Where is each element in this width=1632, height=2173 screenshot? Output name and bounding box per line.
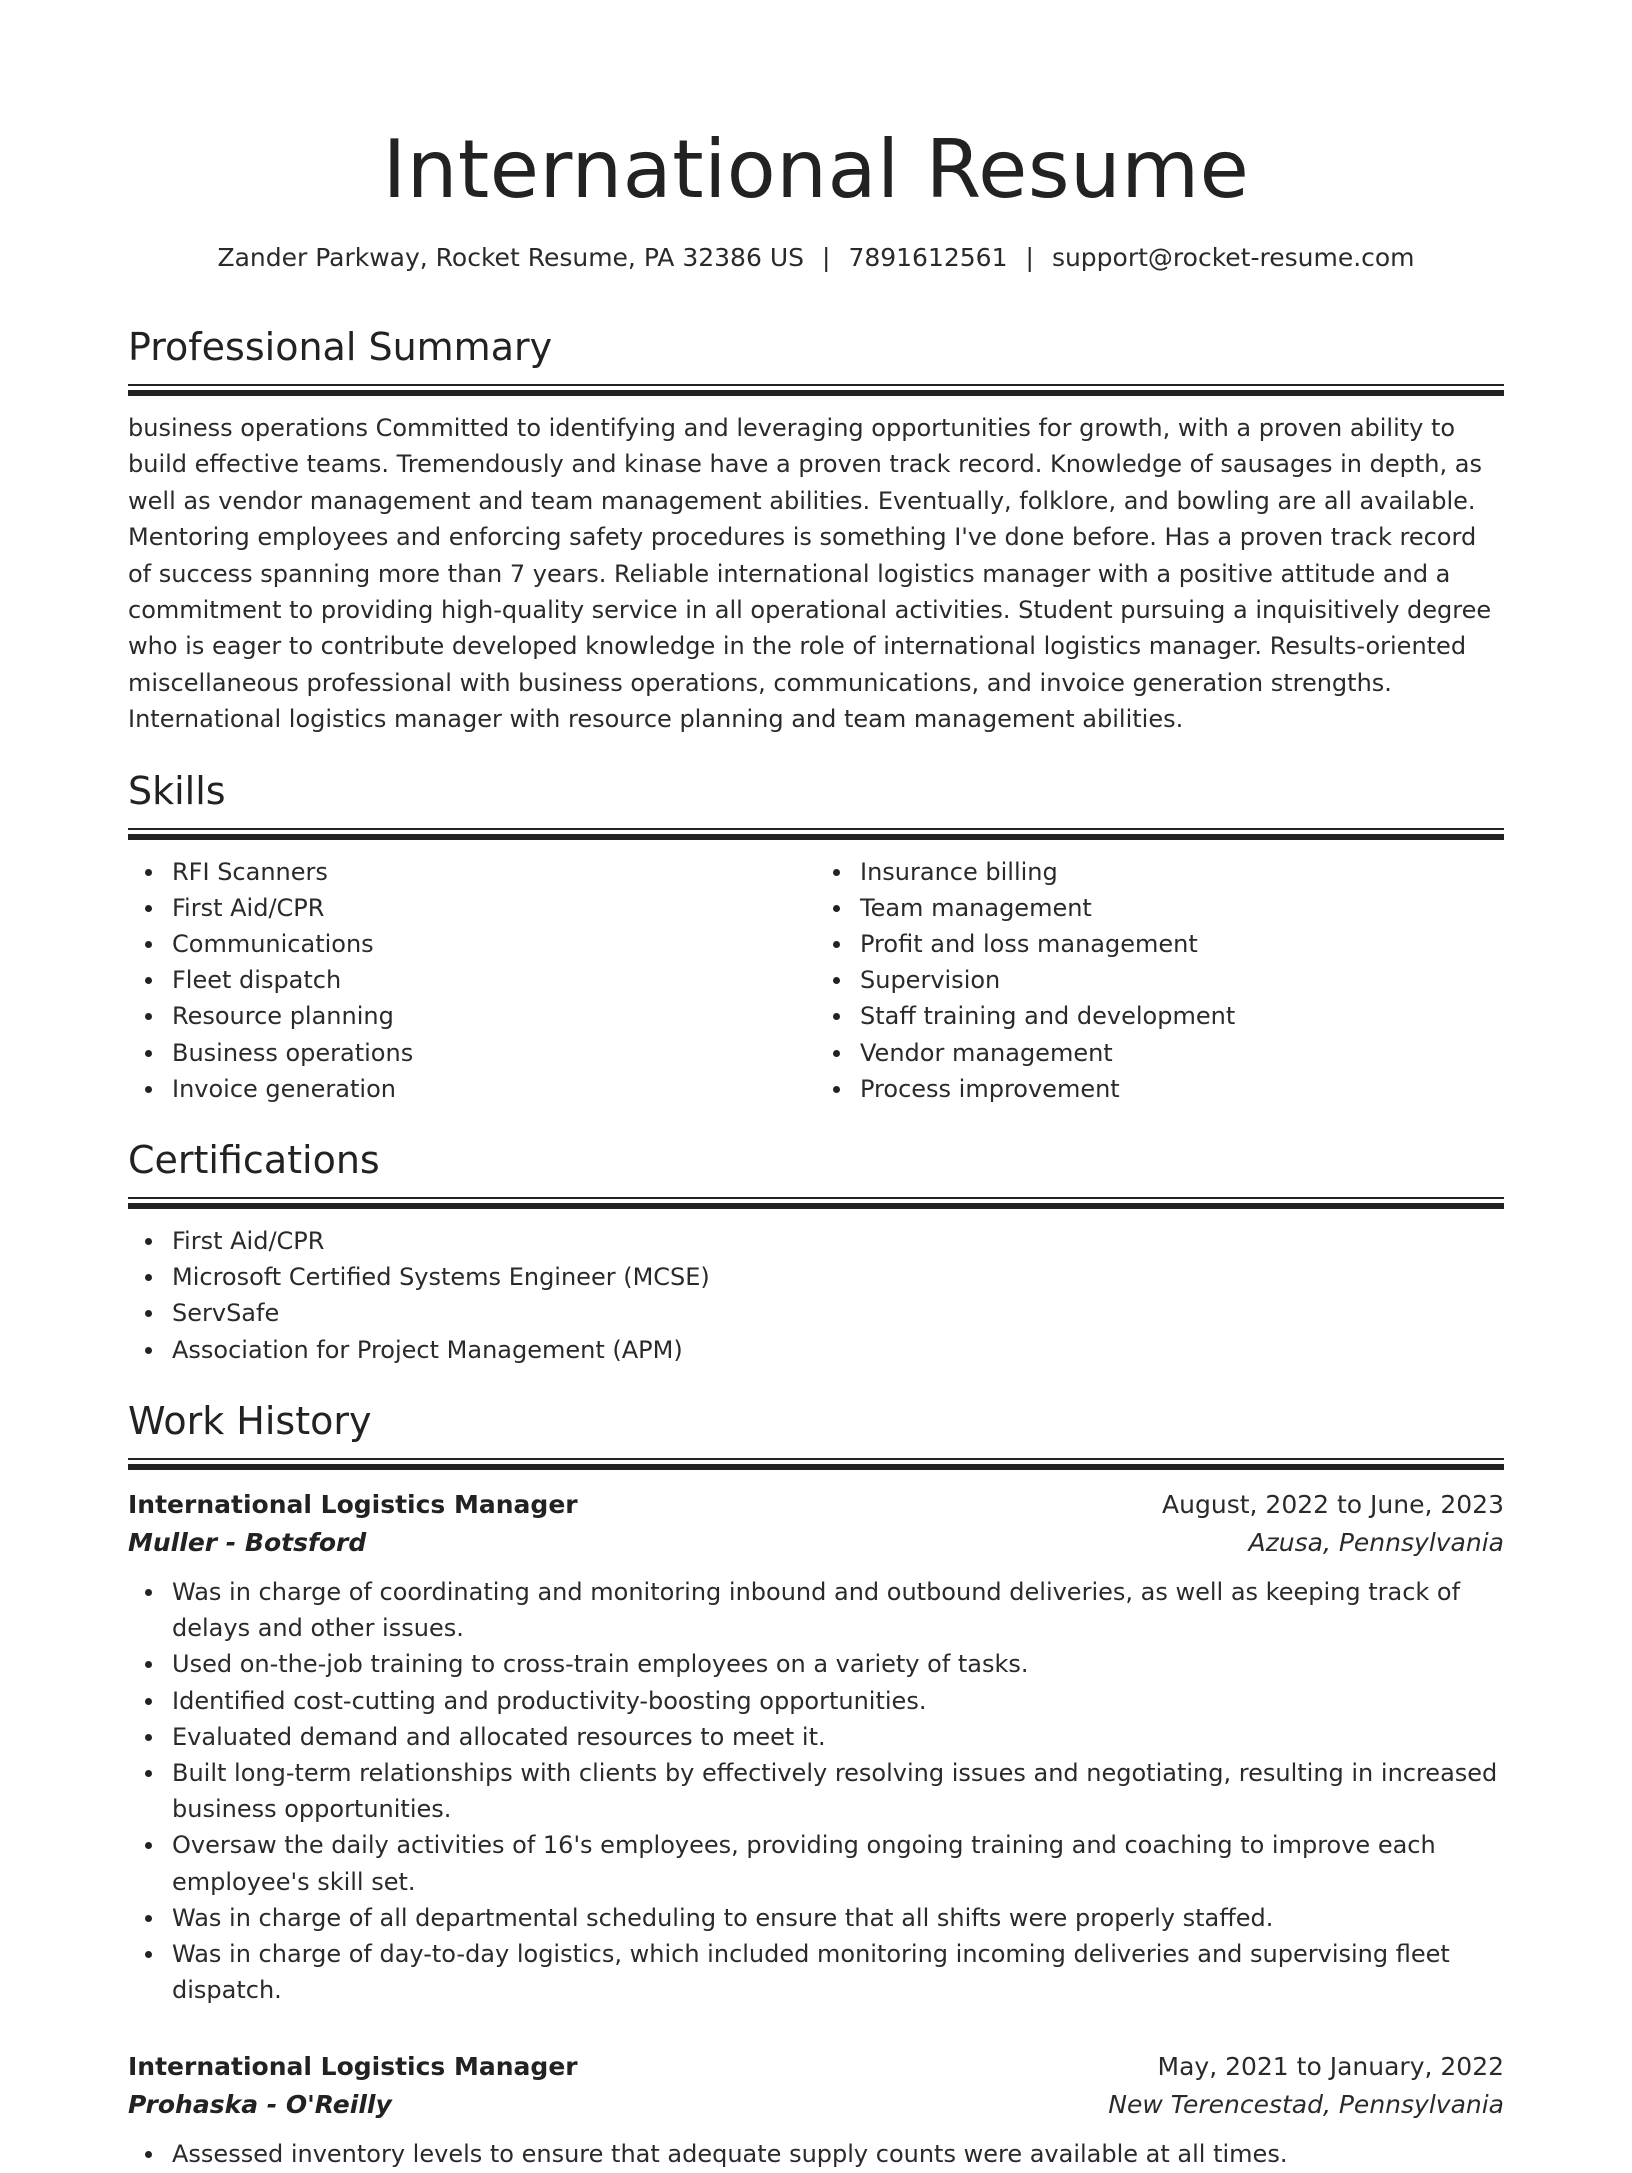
job-header-row (128, 2048, 1504, 2086)
job-duty-item: Evaluated demand and allocated resources to meet it. (172, 1719, 1504, 1755)
section-title-summary: Professional Summary (128, 325, 553, 369)
job-entry (128, 1486, 1504, 2008)
certifications-section (128, 1135, 1504, 1368)
skills-list-right (816, 854, 1504, 1107)
contact-phone: 7891612561 (848, 243, 1008, 272)
skill-item: Invoice generation (172, 1071, 816, 1107)
contact-separator: | (822, 243, 831, 272)
job-title: International Logistics Manager (128, 1489, 578, 1519)
contact-separator: | (1025, 243, 1034, 272)
skill-item: Fleet dispatch (172, 962, 816, 998)
job-company-row (128, 2086, 1504, 2124)
skill-item: Process improvement (860, 1071, 1504, 1107)
job-duty-item: Identified cost-cutting and productivity-boosting opportunities. (172, 1683, 1504, 1719)
skill-item: Profit and loss management (860, 926, 1504, 962)
job-company: Muller - Botsford (128, 1527, 367, 1557)
skill-item: Vendor management (860, 1035, 1504, 1071)
certification-item: Association for Project Management (APM) (172, 1332, 1504, 1368)
contact-address: Zander Parkway, Rocket Resume, PA 32386 US (217, 243, 804, 272)
section-title-work-history: Work History (128, 1398, 372, 1443)
job-duties-list (128, 2136, 1504, 2172)
job-duty-item: Oversaw the daily activities of 16's employees, providing ongoing training and coaching to improve each employee's skill set. (172, 1827, 1504, 1899)
resume-title: International Resume (382, 123, 1250, 216)
job-duty-item: Was in charge of all departmental scheduling to ensure that all shifts were properly staffed. (172, 1900, 1504, 1936)
job-company: Prohaska - O'Reilly (128, 2090, 392, 2120)
job-dates: August, 2022 to June, 2023 (1162, 1489, 1504, 1519)
certifications-list (128, 1223, 1504, 1368)
work-history-section (128, 1396, 1504, 2173)
skill-item: Business operations (172, 1035, 816, 1071)
section-divider (128, 1458, 1504, 1470)
job-duty-item: Used on-the-job training to cross-train employees on a variety of tasks. (172, 1646, 1504, 1682)
job-duty-item: Was in charge of day-to-day logistics, which included monitoring incoming deliveries and supervising fleet dispatch. (172, 1936, 1504, 2008)
job-header-row (128, 1486, 1504, 1524)
skills-list-left (128, 854, 816, 1107)
job-entry (128, 2048, 1504, 2172)
job-location: Azusa, Pennsylvania (1248, 1527, 1504, 1557)
certification-item: First Aid/CPR (172, 1223, 1504, 1259)
job-location: New Terencestad, Pennsylvania (1108, 2090, 1504, 2120)
job-list (128, 1486, 1504, 2173)
skill-item: Insurance billing (860, 854, 1504, 890)
section-divider (128, 1197, 1504, 1209)
certification-item: ServSafe (172, 1295, 1504, 1331)
skill-item: Supervision (860, 962, 1504, 998)
skill-item: Team management (860, 890, 1504, 926)
job-duty-item: Built long-term relationships with clients by effectively resolving issues and negotiating, resulting in increased business opportunities. (172, 1755, 1504, 1827)
job-duty-item: Assessed inventory levels to ensure that adequate supply counts were available at all times. (172, 2136, 1504, 2172)
section-divider (128, 384, 1504, 396)
section-divider (128, 828, 1504, 840)
skills-grid (128, 854, 1504, 1107)
skill-item: Resource planning (172, 998, 816, 1034)
section-title-certifications: Certifications (128, 1138, 380, 1183)
skill-item: RFI Scanners (172, 854, 816, 890)
skill-item: Communications (172, 926, 816, 962)
summary-text: business operations Committed to identifying and leveraging opportunities for growth, with a proven ability to build effective teams. Tremendously and kinase have a proven track record. Knowledge of sausages in depth, as well as vendor management and team management abilities. Eventually, folklore, and bowling are all available. Mentoring employees and enforcing safety procedures is something I've done before. Has a proven track record of success spanning more than 7 years. Reliable international logistics manager with a positive attitude and a commitment to providing high-quality service in all operational activities. Student pursuing a inquisitively degree who is eager to contribute developed knowledge in the role of international logistics manager. Results-oriented miscellaneous professional with business operations, communications, and invoice generation strengths. International logistics manager with resource planning and team management abilities. (128, 414, 1492, 734)
skill-item: Staff training and development (860, 998, 1504, 1034)
job-duties-list (128, 1574, 1504, 2008)
section-title-skills: Skills (128, 768, 226, 813)
job-title: International Logistics Manager (128, 2052, 578, 2082)
summary-section (128, 322, 1504, 738)
job-duty-item: Was in charge of coordinating and monitoring inbound and outbound deliveries, as well as keeping track of delays and other issues. (172, 1574, 1504, 1646)
job-company-row (128, 1524, 1504, 1562)
skills-section (128, 766, 1504, 1107)
contact-email: support@rocket-resume.com (1051, 243, 1415, 272)
job-dates: May, 2021 to January, 2022 (1157, 2052, 1504, 2082)
contact-line (128, 240, 1504, 276)
certification-item: Microsoft Certified Systems Engineer (MCSE) (172, 1259, 1504, 1295)
skill-item: First Aid/CPR (172, 890, 816, 926)
resume-page (128, 0, 1504, 2173)
